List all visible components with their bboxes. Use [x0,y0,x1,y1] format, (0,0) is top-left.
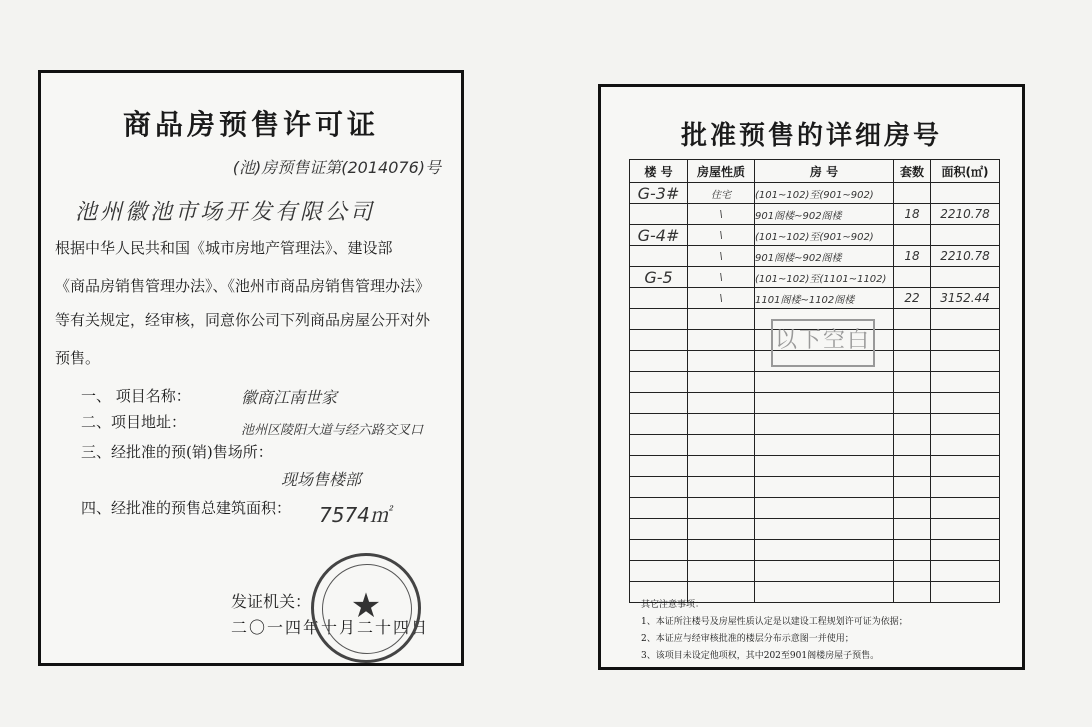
body-paragraph-line-1: 根据中华人民共和国《城市房地产管理法》、建设部 [55,239,393,257]
cell-count [894,267,931,288]
empty-table-row [630,372,1000,393]
empty-cell [688,477,755,498]
presale-permit-certificate [38,70,464,666]
approved-room-numbers-sheet [598,84,1025,670]
empty-cell [755,456,894,477]
item-label-sales-venue: 三、经批准的预(销)售场所： [81,443,273,461]
empty-cell [688,456,755,477]
empty-table-row [630,477,1000,498]
empty-table-row [630,498,1000,519]
empty-cell [630,561,688,582]
empty-cell [931,351,1000,372]
cell-count [894,225,931,246]
notes-section [641,597,1001,665]
cell-count: 18 [894,204,931,225]
empty-table-row [630,435,1000,456]
cell-room-number: (101~102)至(901~902) [755,225,894,246]
empty-cell [931,498,1000,519]
cell-count: 22 [894,288,931,309]
empty-cell [755,393,894,414]
table-row [630,267,1000,288]
empty-cell [630,456,688,477]
empty-cell [755,519,894,540]
body-paragraph-line-2: 《商品房销售管理办法》、《池州市商品房销售管理办法》 [55,277,431,295]
empty-cell [894,561,931,582]
empty-cell [894,498,931,519]
empty-cell [630,435,688,456]
empty-cell [688,435,755,456]
company-name: 池州徽池市场开发有限公司 [75,200,376,225]
body-paragraph-line-4: 预售。 [55,349,101,367]
table-row [630,204,1000,225]
cell-area: 2210.78 [931,204,1000,225]
empty-cell [894,414,931,435]
empty-cell [931,477,1000,498]
cell-building: G-4# [630,225,688,246]
cell-area: 3152.44 [931,288,1000,309]
cell-room-number: 901阁楼~902阁楼 [755,204,894,225]
cell-property-type: \ [688,225,755,246]
empty-table-row [630,456,1000,477]
empty-cell [755,372,894,393]
empty-cell [688,330,755,351]
empty-cell [630,519,688,540]
certificate-title: 商品房预售许可证 [122,108,379,141]
empty-cell [688,393,755,414]
cell-property-type: \ [688,246,755,267]
item-value-total-area: 7574㎡ [319,503,390,527]
empty-cell [630,414,688,435]
seal-star-icon: ★ [350,586,382,626]
empty-cell [688,519,755,540]
empty-table-row [630,540,1000,561]
cell-room-number: 1101阁楼~1102阁楼 [755,288,894,309]
table-header-row [630,160,1000,183]
item-label-project-address: 二、项目地址： [81,413,187,431]
cell-property-type: 住宅 [688,183,755,204]
empty-cell [755,540,894,561]
header-room-number: 房 号 [755,160,894,183]
empty-cell [894,309,931,330]
note-item: 1、本证所注楼号及房屋性质认定是以建设工程规划许可证为依据； [641,617,908,627]
cell-room-number: (101~102)至(1101~1102) [755,267,894,288]
item-label-total-area: 四、经批准的预售总建筑面积： [81,499,292,517]
room-table [629,159,1000,603]
empty-cell [755,498,894,519]
empty-cell [755,414,894,435]
cell-building: G-5 [630,267,688,288]
empty-cell [931,561,1000,582]
empty-cell [894,540,931,561]
empty-cell [894,477,931,498]
issuing-authority-label: 发证机关： [231,592,312,611]
item-value-sales-venue: 现场售楼部 [281,470,362,489]
cell-building [630,204,688,225]
cell-room-number: (101~102)至(901~902) [755,183,894,204]
empty-cell [688,540,755,561]
empty-cell [688,498,755,519]
body-paragraph-line-3: 等有关规定，经审核，同意你公司下列商品房屋公开对外 [55,311,431,329]
empty-cell [894,330,931,351]
empty-cell [630,309,688,330]
table-row [630,225,1000,246]
cell-area [931,225,1000,246]
empty-cell [931,540,1000,561]
cell-area [931,183,1000,204]
empty-cell [894,351,931,372]
empty-cell [688,351,755,372]
cell-area: 2210.78 [931,246,1000,267]
empty-cell [630,393,688,414]
note-item: 2、本证应与经审核批准的楼层分布示意图一并使用； [641,634,854,644]
empty-cell [630,351,688,372]
empty-cell [931,372,1000,393]
header-building: 楼 号 [630,160,688,183]
item-value-project-name: 徽商江南世家 [241,388,338,407]
empty-cell [931,330,1000,351]
blank-below-stamp: 以下空白 [771,319,875,367]
issue-date: 二〇一四年十月二十四日 [231,618,430,637]
cell-room-number: 901阁楼~902阁楼 [755,246,894,267]
official-seal [311,553,421,663]
cell-count: 18 [894,246,931,267]
empty-cell [894,456,931,477]
empty-cell [931,414,1000,435]
empty-cell [931,456,1000,477]
empty-cell [755,477,894,498]
empty-cell [688,561,755,582]
empty-cell [755,435,894,456]
cell-building [630,288,688,309]
empty-cell [755,561,894,582]
table-row [630,288,1000,309]
cell-property-type: \ [688,267,755,288]
empty-cell [931,435,1000,456]
cell-area [931,267,1000,288]
sheet-title: 批准预售的详细房号 [680,121,942,151]
empty-table-row [630,393,1000,414]
cell-property-type: \ [688,204,755,225]
table-row [630,183,1000,204]
empty-cell [630,540,688,561]
empty-cell [894,435,931,456]
cell-property-type: \ [688,288,755,309]
header-count: 套数 [894,160,931,183]
empty-cell [630,498,688,519]
empty-cell [894,372,931,393]
empty-cell [630,477,688,498]
empty-cell [688,372,755,393]
item-label-project-name: 一、 项目名称： [81,387,191,405]
empty-cell [931,309,1000,330]
certificate-number: (池)房预售证第(2014076)号 [232,158,441,177]
empty-cell [688,309,755,330]
cell-count [894,183,931,204]
empty-table-row [630,561,1000,582]
empty-table-row [630,414,1000,435]
empty-table-row [630,519,1000,540]
empty-cell [931,519,1000,540]
empty-cell [688,414,755,435]
empty-cell [931,393,1000,414]
header-property-type: 房屋性质 [688,160,755,183]
note-item: 3、该项目未设定他项权，其中202至901阁楼房屋子预售。 [641,651,880,661]
empty-cell [630,372,688,393]
empty-cell [894,519,931,540]
cell-building [630,246,688,267]
item-value-project-address: 池州区陵阳大道与经六路交叉口 [241,423,424,438]
header-area: 面积(㎡) [931,160,1000,183]
table-row [630,246,1000,267]
empty-cell [894,393,931,414]
cell-building: G-3# [630,183,688,204]
empty-cell [630,330,688,351]
notes-title: 其它注意事项： [641,600,705,610]
